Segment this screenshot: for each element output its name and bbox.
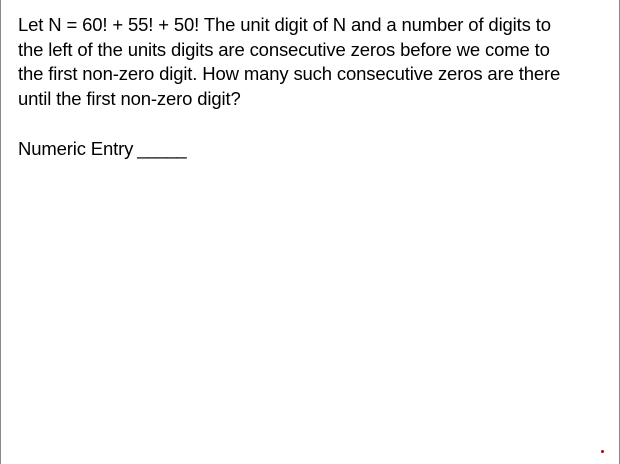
question-line-1: Let N = 60! + 55! + 50! The unit digit of N and a number of digits to	[18, 14, 551, 35]
question-text	[18, 13, 598, 111]
numeric-entry-prompt	[18, 137, 186, 162]
pointer-dot	[601, 450, 604, 453]
question-line-4: until the first non-zero digit?	[18, 87, 241, 109]
numeric-entry-label: Numeric Entry	[18, 138, 134, 159]
question-line-2: the left of the units digits are consecutive zeros before we come to	[18, 38, 550, 60]
numeric-entry-blank[interactable]: _____	[137, 138, 187, 159]
question-line-3: the first non-zero digit. How many such consecutive zeros are there	[18, 63, 561, 84]
